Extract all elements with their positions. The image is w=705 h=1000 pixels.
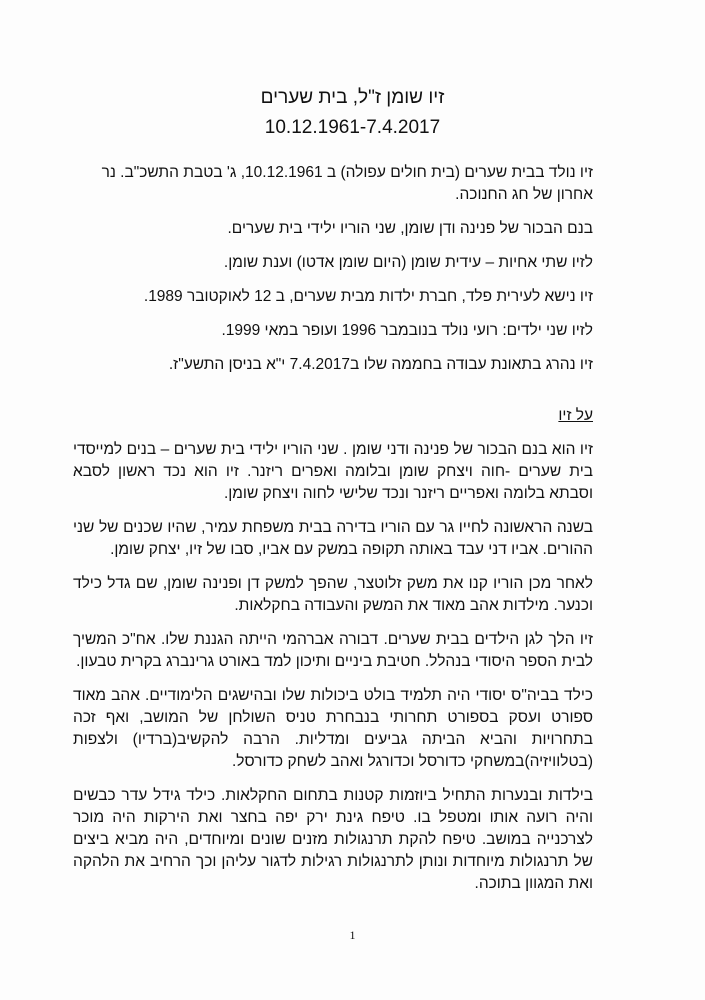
intro-paragraph-children: לזיו שני ילדים: רועי נולד בנובמבר 1996 ועופר במאי 1999. — [221, 322, 593, 339]
about-paragraph: לאחר מכן הוריו קנו את משק זלוטצר, שהפך למשק דן ופנינה שומן, שם גדל כילד וכנער. מילדות אהב מאוד את המשק והעבודה בחקלאות. — [73, 575, 593, 614]
intro-paragraph-death: זיו נהרג בתאונת עבודה בחממה שלו ב7.4.2017 י"א בניסן התשע"ז. — [168, 356, 593, 373]
intro-paragraph-parents: בנם הבכור של פנינה ודן שומן, שני הוריו ילידי בית שערים. — [227, 220, 593, 237]
about-paragraph: כילד בביה"ס יסודי היה תלמיד בולט ביכולות שלו ובהישגים הלימודיים. אהב מאוד ספורט ועסק בספורט תחרותי בנבחרת טניס השולחן של המושב, ואף זכה בתחרויות והביא הביתה גביעים ומדליות. הרבה להקשיב(ברדיו) ולצפות (בטלוויזיה)במשחקי כדורסל וכדורגל ואהב לשחק כדורסל. — [73, 687, 593, 770]
about-section — [73, 405, 593, 907]
life-dates: 10.12.1961-7.4.2017 — [264, 117, 441, 138]
about-paragraph: בילדות ובנערות התחיל ביוזמות קטנות בתחום החקלאות. כילד גידל עדר כבשים והיה רועה אותו ומטפל בו. טיפח גינת ירק יפה בחצר ואת הירקות היה מוכר לצרכנייה במושב. טיפח להקת תרנגולות מזנים שונים ומיוחדים, היה מביא ביצים של תרנגולות מיוחדות ונותן לתרנגולות רגילות לדגור עליהן וכך הרחיב את הלהקה ואת המגוון בתוכה. — [73, 787, 593, 892]
intro-paragraph-sisters: לזיו שתי אחיות – עידית שומן (היום שומן אדטו) וענת שומן. — [223, 254, 593, 271]
about-paragraph: בשנה הראשונה לחייו גר עם הוריו בדירה בבית משפחת עמיר, שהיו שכנים של שני ההורים. אביו דני עבד באותה תקופה במשק עם אביו, סבו של זיו, יצחק שומן. — [73, 519, 593, 558]
about-section-title: על זיו — [558, 407, 593, 424]
about-paragraph: זיו הוא בנם הבכור של פנינה ודני שומן . שני הוריו ילידי בית שערים – בנים למייסדי בית שערים -חוה ויצחק שומן ובלומה ואפרים ריזנר. זיו הוא נכד ראשון לסבא וסבתא בלומה ואפריים ריזנר ונכד שלישי לחוה ויצחק שומן. — [73, 441, 593, 502]
document-title: זיו שומן ז"ל, בית שערים — [260, 87, 445, 108]
document-header — [0, 84, 705, 142]
intro-paragraph-marriage: זיו נישא לעירית פלד, חברת ילדות מבית שערים, ב 12 לאוקטובר 1989. — [143, 288, 593, 305]
about-paragraph: זיו הלך לגן הילדים בבית שערים. דבורה אברהמי הייתה הגננת שלו. אח"כ המשיך לבית הספר היסודי בנהלל. חטיבת ביניים ותיכון למד באורט גרינברג בקרית טבעון. — [73, 631, 593, 670]
intro-section — [73, 162, 593, 388]
intro-paragraph-birth: זיו נולד בבית שערים (בית חולים עפולה) ב 10.12.1961, ג' בטבת התשכ"ב. נר אחרון של חג החנוכה. — [101, 164, 593, 203]
page-number: 1 — [349, 928, 356, 942]
